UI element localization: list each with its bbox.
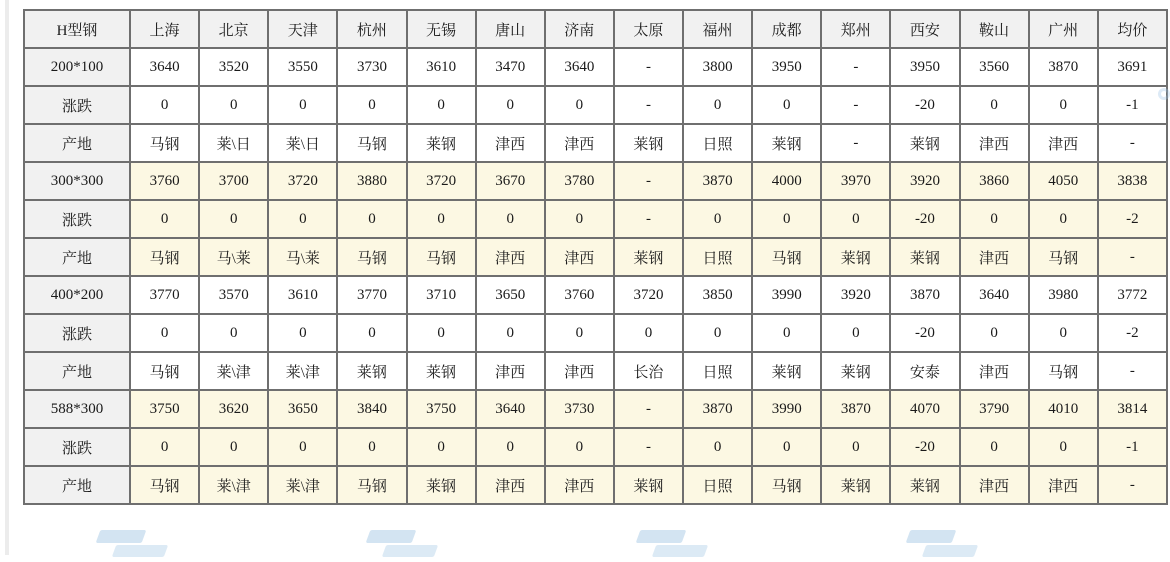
row-header: 300*300 — [24, 162, 130, 200]
table-cell: 日照 — [683, 466, 752, 504]
table-cell: 莱\日 — [199, 124, 268, 162]
table-cell: 0 — [476, 428, 545, 466]
table-cell: 3840 — [337, 390, 406, 428]
table-cell: 马钢 — [130, 238, 199, 276]
table-cell: 津西 — [960, 238, 1029, 276]
table-cell: 津西 — [960, 466, 1029, 504]
watermark — [92, 528, 180, 562]
table-cell: 0 — [199, 428, 268, 466]
table-cell: 4070 — [890, 390, 959, 428]
table-cell: - — [614, 48, 683, 86]
steel-price-table — [23, 9, 1168, 505]
table-cell: 安泰 — [890, 352, 959, 390]
table-cell: 莱钢 — [614, 466, 683, 504]
table-cell: 莱\津 — [268, 466, 337, 504]
table-cell: 日照 — [683, 238, 752, 276]
table-cell: - — [614, 86, 683, 124]
table-cell: 0 — [752, 314, 821, 352]
table-row — [24, 314, 1167, 352]
table-cell: 0 — [545, 314, 614, 352]
column-header-8: 太原 — [614, 10, 683, 48]
column-header-3: 天津 — [268, 10, 337, 48]
table-cell: 3750 — [407, 390, 476, 428]
table-cell: 莱钢 — [752, 124, 821, 162]
table-body — [24, 48, 1167, 504]
table-cell: 0 — [752, 200, 821, 238]
table-cell: 马钢 — [1029, 238, 1098, 276]
row-header: 涨跌 — [24, 314, 130, 352]
table-cell: - — [821, 124, 890, 162]
table-row — [24, 466, 1167, 504]
table-cell: 马钢 — [337, 238, 406, 276]
table-row — [24, 200, 1167, 238]
column-header-14: 广州 — [1029, 10, 1098, 48]
table-cell: - — [1098, 124, 1167, 162]
row-header: 400*200 — [24, 276, 130, 314]
table-row — [24, 428, 1167, 466]
table-cell: 3860 — [960, 162, 1029, 200]
table-cell: 0 — [268, 200, 337, 238]
table-cell: 3560 — [960, 48, 1029, 86]
watermark — [902, 528, 990, 562]
table-cell: 3850 — [683, 276, 752, 314]
table-row — [24, 352, 1167, 390]
table-cell: 津西 — [476, 238, 545, 276]
table-cell: 3780 — [545, 162, 614, 200]
table-cell: 莱钢 — [614, 238, 683, 276]
table-cell: 3730 — [545, 390, 614, 428]
table-cell: 马钢 — [752, 238, 821, 276]
table-cell: 莱\日 — [268, 124, 337, 162]
table-cell: 长治 — [614, 352, 683, 390]
table-cell: 4010 — [1029, 390, 1098, 428]
table-cell: 马钢 — [1029, 352, 1098, 390]
table-cell: 马钢 — [752, 466, 821, 504]
table-cell: 津西 — [545, 124, 614, 162]
table-cell: 3920 — [821, 276, 890, 314]
table-cell: 3772 — [1098, 276, 1167, 314]
table-cell: 马钢 — [337, 466, 406, 504]
table-row — [24, 48, 1167, 86]
table-cell: 3691 — [1098, 48, 1167, 86]
header-row — [24, 10, 1167, 48]
table-cell: 0 — [199, 200, 268, 238]
table-cell: 莱钢 — [821, 466, 890, 504]
table-cell: 莱钢 — [890, 124, 959, 162]
table-cell: 0 — [614, 314, 683, 352]
table-cell: 0 — [130, 314, 199, 352]
table-cell: 0 — [683, 428, 752, 466]
column-header-15: 均价 — [1098, 10, 1167, 48]
table-cell: 0 — [199, 86, 268, 124]
table-cell: 3620 — [199, 390, 268, 428]
table-cell: 0 — [130, 86, 199, 124]
table-cell: 津西 — [476, 352, 545, 390]
table-cell: 0 — [1029, 314, 1098, 352]
table-row — [24, 86, 1167, 124]
table-cell: 莱钢 — [407, 466, 476, 504]
column-header-1: 上海 — [130, 10, 199, 48]
table-cell: 津西 — [476, 124, 545, 162]
table-cell: 3870 — [890, 276, 959, 314]
table-header — [24, 10, 1167, 48]
table-cell: 3720 — [614, 276, 683, 314]
table-cell: 津西 — [545, 466, 614, 504]
table-cell: 3990 — [752, 276, 821, 314]
table-cell: - — [614, 162, 683, 200]
table-cell: -20 — [890, 86, 959, 124]
table-cell: 0 — [545, 86, 614, 124]
table-cell: 0 — [545, 200, 614, 238]
row-header: 涨跌 — [24, 86, 130, 124]
table-cell: 0 — [407, 314, 476, 352]
table-cell: 莱钢 — [407, 352, 476, 390]
table-cell: 3980 — [1029, 276, 1098, 314]
table-cell: -20 — [890, 200, 959, 238]
table-row — [24, 238, 1167, 276]
column-header-9: 福州 — [683, 10, 752, 48]
table-cell: 3814 — [1098, 390, 1167, 428]
table-cell: 3970 — [821, 162, 890, 200]
row-header: 产地 — [24, 352, 130, 390]
table-cell: 马钢 — [337, 124, 406, 162]
table-cell: 莱钢 — [890, 466, 959, 504]
table-cell: 3650 — [476, 276, 545, 314]
watermark — [632, 528, 720, 562]
table-cell: - — [1098, 352, 1167, 390]
table-cell: 0 — [960, 428, 1029, 466]
column-header-10: 成都 — [752, 10, 821, 48]
table-cell: 3570 — [199, 276, 268, 314]
table-row — [24, 162, 1167, 200]
table-cell: 0 — [960, 200, 1029, 238]
column-header-2: 北京 — [199, 10, 268, 48]
table-cell: 0 — [337, 314, 406, 352]
table-cell: 3800 — [683, 48, 752, 86]
table-cell: 马钢 — [130, 466, 199, 504]
table-cell: 马钢 — [407, 238, 476, 276]
table-cell: 3640 — [545, 48, 614, 86]
table-cell: 3610 — [268, 276, 337, 314]
table-cell: 0 — [407, 86, 476, 124]
table-cell: 0 — [337, 428, 406, 466]
watermark — [362, 528, 450, 562]
table-cell: 0 — [199, 314, 268, 352]
table-cell: 0 — [821, 314, 890, 352]
table-cell: 马\莱 — [199, 238, 268, 276]
table-cell: 马\莱 — [268, 238, 337, 276]
table-cell: -2 — [1098, 314, 1167, 352]
table-cell: 3770 — [337, 276, 406, 314]
table-cell: 0 — [130, 200, 199, 238]
table-cell: 3880 — [337, 162, 406, 200]
table-cell: 0 — [268, 428, 337, 466]
table-cell: - — [1098, 466, 1167, 504]
table-cell: 莱钢 — [821, 352, 890, 390]
table-cell: 3990 — [752, 390, 821, 428]
table-cell: 3520 — [199, 48, 268, 86]
table-cell: -1 — [1098, 86, 1167, 124]
table-cell: 3720 — [268, 162, 337, 200]
table-cell: 3640 — [476, 390, 545, 428]
table-cell: 3870 — [1029, 48, 1098, 86]
row-header: 200*100 — [24, 48, 130, 86]
table-cell: 4050 — [1029, 162, 1098, 200]
table-cell: 3790 — [960, 390, 1029, 428]
table-cell: 0 — [821, 428, 890, 466]
table-cell: 马钢 — [130, 124, 199, 162]
row-header: 涨跌 — [24, 428, 130, 466]
table-cell: -2 — [1098, 200, 1167, 238]
table-cell: - — [614, 200, 683, 238]
table-cell: 津西 — [1029, 124, 1098, 162]
table-cell: 0 — [337, 86, 406, 124]
table-cell: 3670 — [476, 162, 545, 200]
table-cell: 3760 — [130, 162, 199, 200]
table-cell: 0 — [1029, 200, 1098, 238]
table-cell: 马钢 — [130, 352, 199, 390]
table-cell: 3710 — [407, 276, 476, 314]
table-cell: 莱\津 — [199, 466, 268, 504]
table-cell: 0 — [337, 200, 406, 238]
table-cell: - — [614, 428, 683, 466]
table-cell: 3700 — [199, 162, 268, 200]
table-cell: 0 — [268, 314, 337, 352]
table-row — [24, 390, 1167, 428]
table-cell: 3610 — [407, 48, 476, 86]
table-cell: 津西 — [545, 352, 614, 390]
table-row — [24, 276, 1167, 314]
table-cell: 日照 — [683, 124, 752, 162]
page-left-edge — [5, 0, 9, 555]
table-cell: 莱钢 — [614, 124, 683, 162]
table-cell: 津西 — [476, 466, 545, 504]
table-cell: 津西 — [960, 124, 1029, 162]
table-cell: 0 — [407, 200, 476, 238]
table-cell: 莱\津 — [268, 352, 337, 390]
table-cell: - — [614, 390, 683, 428]
table-cell: 3650 — [268, 390, 337, 428]
table-cell: 3950 — [890, 48, 959, 86]
table-cell: 0 — [130, 428, 199, 466]
table-cell: 0 — [1029, 428, 1098, 466]
table-cell: 津西 — [545, 238, 614, 276]
column-header-13: 鞍山 — [960, 10, 1029, 48]
table-cell: 3730 — [337, 48, 406, 86]
table-cell: -1 — [1098, 428, 1167, 466]
table-cell: 3920 — [890, 162, 959, 200]
corner-header: H型钢 — [24, 10, 130, 48]
table-cell: 3750 — [130, 390, 199, 428]
column-header-12: 西安 — [890, 10, 959, 48]
table-cell: 3770 — [130, 276, 199, 314]
column-header-4: 杭州 — [337, 10, 406, 48]
table-cell: 0 — [545, 428, 614, 466]
table-cell: 0 — [476, 200, 545, 238]
table-cell: 莱钢 — [407, 124, 476, 162]
table-cell: 0 — [476, 314, 545, 352]
table-cell: - — [1098, 238, 1167, 276]
table-cell: - — [821, 48, 890, 86]
table-cell: 莱钢 — [337, 352, 406, 390]
table-cell: 日照 — [683, 352, 752, 390]
table-cell: 3640 — [130, 48, 199, 86]
table-cell: 3950 — [752, 48, 821, 86]
table-cell: 莱\津 — [199, 352, 268, 390]
table-cell: 3838 — [1098, 162, 1167, 200]
row-header: 涨跌 — [24, 200, 130, 238]
table-cell: 3870 — [683, 162, 752, 200]
table-cell: 津西 — [960, 352, 1029, 390]
table-cell: - — [821, 86, 890, 124]
table-cell: 0 — [752, 428, 821, 466]
table-cell: 3640 — [960, 276, 1029, 314]
table-cell: 0 — [960, 86, 1029, 124]
table-cell: -20 — [890, 428, 959, 466]
table-cell: 3760 — [545, 276, 614, 314]
table-cell: 0 — [960, 314, 1029, 352]
table-cell: 0 — [407, 428, 476, 466]
table-cell: -20 — [890, 314, 959, 352]
row-header: 产地 — [24, 238, 130, 276]
table-cell: 0 — [268, 86, 337, 124]
table-cell: 0 — [821, 200, 890, 238]
table-cell: 莱钢 — [821, 238, 890, 276]
table-row — [24, 124, 1167, 162]
column-header-6: 唐山 — [476, 10, 545, 48]
table-cell: 4000 — [752, 162, 821, 200]
column-header-5: 无锡 — [407, 10, 476, 48]
table-cell: 0 — [752, 86, 821, 124]
table-cell: 津西 — [1029, 466, 1098, 504]
table-cell: 3870 — [821, 390, 890, 428]
row-header: 产地 — [24, 466, 130, 504]
table-cell: 莱钢 — [890, 238, 959, 276]
column-header-7: 济南 — [545, 10, 614, 48]
table-cell: 3550 — [268, 48, 337, 86]
column-header-11: 郑州 — [821, 10, 890, 48]
table-cell: 3470 — [476, 48, 545, 86]
table-cell: 3870 — [683, 390, 752, 428]
table-cell: 0 — [683, 86, 752, 124]
table-cell: 0 — [683, 314, 752, 352]
table-cell: 0 — [683, 200, 752, 238]
table-cell: 莱钢 — [752, 352, 821, 390]
table-cell: 0 — [1029, 86, 1098, 124]
row-header: 588*300 — [24, 390, 130, 428]
row-header: 产地 — [24, 124, 130, 162]
table-cell: 3720 — [407, 162, 476, 200]
table-cell: 0 — [476, 86, 545, 124]
